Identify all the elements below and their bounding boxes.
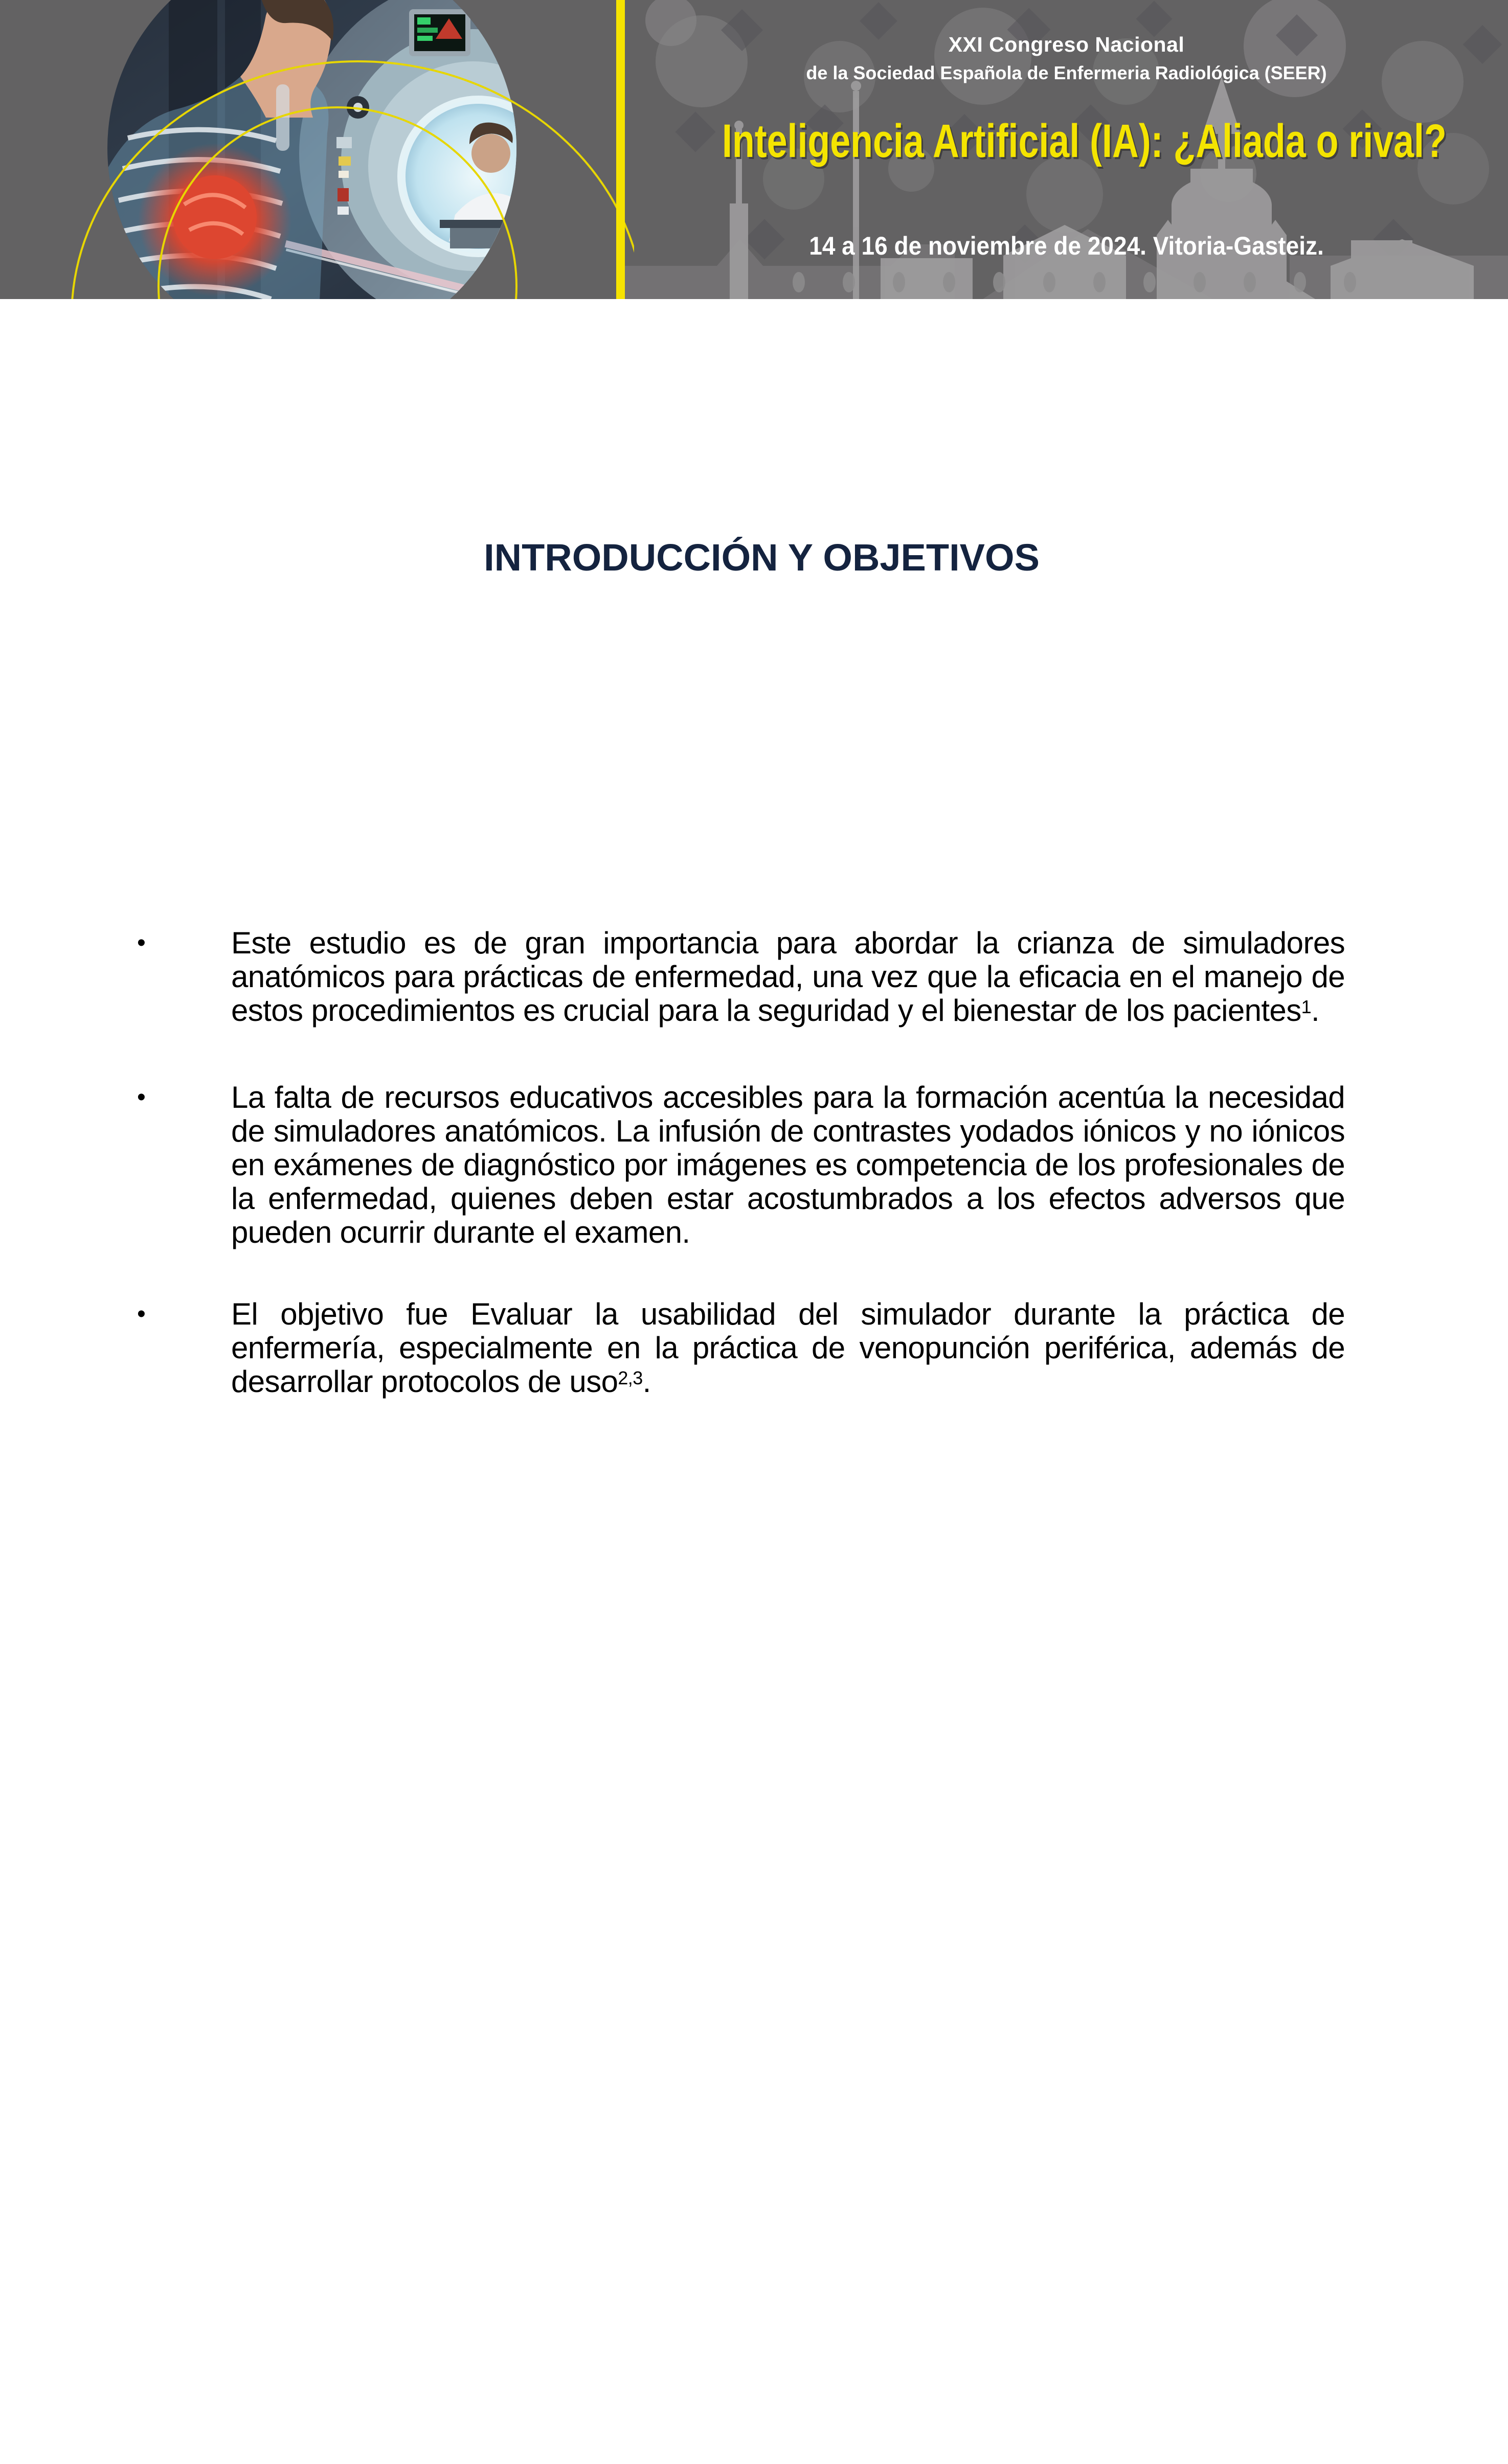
bullet-marker: • <box>137 1084 146 1111</box>
congress-theme-title: Inteligencia Artificial (IA): ¿Aliada o rival? <box>722 115 1447 167</box>
bullet-3-period: . <box>642 1364 651 1399</box>
bullet-text-2 <box>231 1081 1345 1249</box>
congress-date-location: 14 a 16 de noviembre de 2024. Vitoria-Gasteiz. <box>809 232 1324 260</box>
bullet-text-3 <box>231 1297 1345 1399</box>
bullet-text-1 <box>231 926 1345 1028</box>
citation-superscript-3: 2,3 <box>618 1367 643 1388</box>
bullet-1-body: Este estudio es de gran importancia para abordar la crianza de simuladores anatómicos para prácticas de enfermedad, una vez que la eficacia en el manejo de estos procedimientos es crucial para la seguridad y el bienestar de los pacientes <box>231 926 1345 1028</box>
section-title: INTRODUCCIÓN Y OBJETIVOS <box>484 536 1040 579</box>
bullet-1-period: . <box>1311 993 1320 1028</box>
medical-ai-photo <box>0 0 634 299</box>
photo-scene <box>0 0 634 299</box>
citation-superscript-1: 1 <box>1301 996 1312 1017</box>
yellow-divider-line <box>616 0 625 299</box>
bullet-marker: • <box>137 929 146 956</box>
monitor-screen-icon <box>409 9 470 56</box>
bullet-3-body: El objetivo fue Evaluar la usabilidad del simulador durante la práctica de enfermería, especialmente en la práctica de venopunción periférica, además de desarrollar protocolos de uso <box>231 1297 1345 1399</box>
congress-name: XXI Congreso Nacional <box>948 33 1185 56</box>
banner-text-block <box>625 0 1508 299</box>
congress-subtitle: de la Sociedad Española de Enfermeria Radiológica (SEER) <box>806 62 1327 83</box>
bullet-2-body: La falta de recursos educativos accesibles para la formación acentúa la necesidad de simuladores anatómicos. La infusión de contrastes yodados iónicos y no iónicos en exámenes de diagnóstico por imágenes es competencia de los profesionales de la enfermedad, quienes deben estar acostumbrados a los efectos adversos que pueden ocurrir durante el examen. <box>231 1080 1345 1249</box>
bullet-marker: • <box>137 1301 146 1328</box>
ct-scanner-icon <box>285 0 634 299</box>
heart-icon <box>173 175 257 259</box>
congress-banner <box>0 0 1508 299</box>
